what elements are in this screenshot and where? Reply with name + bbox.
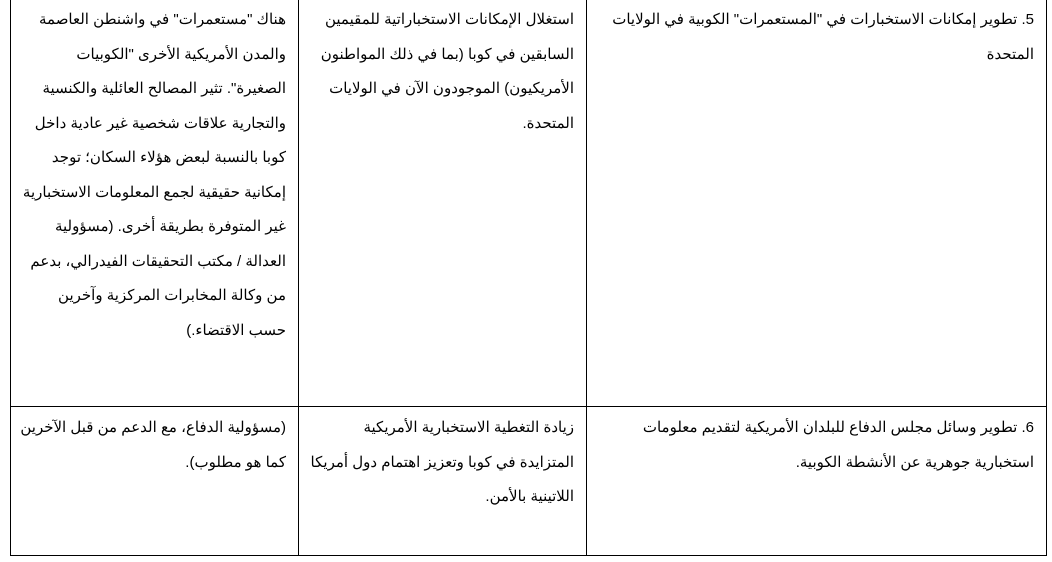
task-text: 5. تطوير إمكانات الاستخبارات في "المستعمرات" الكوبية في الولايات المتحدة	[612, 11, 1034, 63]
intelligence-tasks-table	[10, 0, 1047, 556]
method-cell	[299, 0, 587, 407]
note-cell	[11, 407, 299, 556]
note-text: (مسؤولية الدفاع، مع الدعم من قبل الآخرين كما هو مطلوب).	[20, 419, 286, 471]
note-text: هناك "مستعمرات" في واشنطن العاصمة والمدن الأمريكية الأخرى "الكوبيات الصغيرة". تثير المصالح العائلية والكنسية والتجارية علاقات شخصية غير عادية داخل كوبا بالنسبة لبعض هؤلاء السكان؛ توجد إمكانية حقيقية لجمع المعلومات الاستخبارية غير المتوفرة بطريقة أخرى. (مسؤولية العدالة / مكتب التحقيقات الفيدرالي، بدعم من وكالة المخابرات المركزية وآخرين حسب الاقتضاء.)	[22, 11, 286, 339]
method-cell	[299, 407, 587, 556]
method-text: استغلال الإمكانات الاستخباراتية للمقيمين السابقين في كوبا (بما في ذلك المواطنون الأمريكيون) الموجودون الآن في الولايات المتحدة.	[320, 11, 574, 132]
task-cell	[587, 407, 1047, 556]
task-cell	[587, 0, 1047, 407]
task-text: 6. تطوير وسائل مجلس الدفاع للبلدان الأمريكية لتقديم معلومات استخبارية جوهرية عن الأنشطة الكوبية.	[642, 419, 1034, 471]
table-row	[11, 407, 1047, 556]
note-cell	[11, 0, 299, 407]
table-row	[11, 0, 1047, 407]
method-text: زيادة التغطية الاستخبارية الأمريكية المتزايدة في كوبا وتعزيز اهتمام دول أمريكا اللاتينية بالأمن.	[310, 419, 574, 505]
